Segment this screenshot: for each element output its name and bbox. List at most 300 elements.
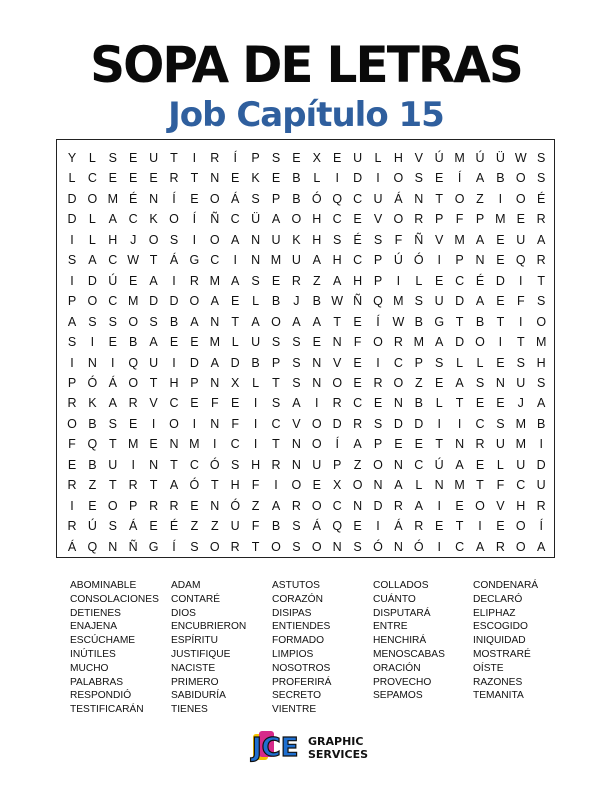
grid-letter: M <box>454 151 465 165</box>
grid-letter: U <box>516 232 526 247</box>
grid-letter: L <box>476 355 484 370</box>
grid-letter: R <box>128 478 138 493</box>
grid-letter: I <box>70 498 74 513</box>
grid-letter: M <box>270 253 282 268</box>
grid-letter: Z <box>251 498 260 513</box>
grid-letter: N <box>210 375 220 390</box>
grid-letter: H <box>393 151 403 165</box>
word-item: CORAZÓN <box>272 593 323 605</box>
grid-letter: O <box>291 478 302 493</box>
grid-letter: Ó <box>413 253 424 268</box>
grid-letter: E <box>353 519 362 534</box>
grid-letter: A <box>394 478 403 493</box>
grid-letter: O <box>515 539 526 554</box>
grid-letter: P <box>129 498 138 513</box>
grid-letter: A <box>271 498 281 513</box>
grid-letter: C <box>230 437 240 452</box>
grid-letter: R <box>271 457 281 472</box>
grid-letter: A <box>312 314 321 329</box>
grid-letter: I <box>172 273 176 288</box>
grid-letter: R <box>291 498 301 513</box>
grid-letter: L <box>68 171 76 186</box>
grid-row <box>57 516 554 536</box>
word-item: SEPAMOS <box>373 690 423 702</box>
grid-letter: H <box>251 457 261 472</box>
grid-letter: H <box>312 212 322 227</box>
grid-letter: U <box>291 253 301 268</box>
grid-letter: S <box>108 416 117 431</box>
grid-letter: R <box>393 498 403 513</box>
grid-letter: P <box>67 375 77 390</box>
word-item: JUSTIFIQUE <box>171 648 231 660</box>
grid-letter: E <box>435 171 444 186</box>
grid-letter: O <box>67 416 77 431</box>
grid-letter: E <box>190 396 199 411</box>
grid-letter: M <box>515 416 526 431</box>
grid-letter: Í <box>172 539 176 554</box>
grid-letter: T <box>251 539 260 554</box>
grid-letter: I <box>519 273 523 288</box>
grid-letter: E <box>435 519 444 534</box>
grid-letter: H <box>108 232 118 247</box>
grid-letter: U <box>536 478 546 493</box>
grid-letter: E <box>231 396 240 411</box>
grid-letter: I <box>70 232 74 247</box>
grid-letter: L <box>252 375 260 390</box>
grid-letter: Ó <box>230 498 241 513</box>
grid-letter: H <box>312 232 322 247</box>
grid-letter: R <box>67 478 77 493</box>
grid-letter: E <box>129 171 138 186</box>
word-item: ESPÍRITU <box>171 635 218 647</box>
grid-letter: O <box>271 314 281 329</box>
grid-letter: S <box>414 171 423 186</box>
grid-letter: P <box>373 437 383 452</box>
word-item: CONTARÉ <box>171 593 221 605</box>
logo-line-1: GRAPHIC <box>308 735 364 748</box>
grid-letter: H <box>230 478 240 493</box>
grid-letter: O <box>515 171 526 186</box>
grid-letter: N <box>434 478 444 493</box>
grid-letter: T <box>455 314 464 329</box>
grid-letter: N <box>210 416 220 431</box>
grid-letter: C <box>475 416 485 431</box>
grid-letter: S <box>231 457 240 472</box>
grid-letter: A <box>210 355 219 370</box>
word-item: VIENTRE <box>272 704 317 716</box>
grid-letter: T <box>149 375 158 390</box>
grid-letter: H <box>332 253 342 268</box>
grid-letter: V <box>373 212 383 227</box>
grid-letter: U <box>230 519 240 534</box>
grid-letter: G <box>189 253 200 268</box>
grid-letter: T <box>516 335 525 350</box>
grid-letter: S <box>108 314 117 329</box>
grid-letter: U <box>373 191 383 206</box>
grid-letter: S <box>414 294 423 309</box>
grid-letter: F <box>210 396 219 411</box>
grid-letter: O <box>475 335 485 350</box>
grid-letter: R <box>67 396 77 411</box>
grid-letter: R <box>149 498 159 513</box>
grid-letter: É <box>537 191 546 206</box>
grid-letter: O <box>209 539 220 554</box>
grid-letter: N <box>291 437 301 452</box>
word-item: PRIMERO <box>171 676 219 688</box>
grid-letter: Í <box>192 212 197 227</box>
grid-letter: I <box>233 253 237 268</box>
grid-letter: A <box>108 212 117 227</box>
grid-letter: E <box>475 457 485 472</box>
grid-letter: T <box>455 396 464 411</box>
grid-letter: T <box>170 457 178 472</box>
word-item: ESCÚCHAME <box>70 635 136 647</box>
grid-letter: F <box>496 478 505 493</box>
grid-letter: T <box>537 273 545 288</box>
grid-letter: V <box>435 232 444 247</box>
grid-letter: J <box>130 232 137 247</box>
grid-letter: E <box>231 171 240 186</box>
grid-letter: S <box>537 171 546 186</box>
grid-letter: F <box>394 232 403 247</box>
grid-letter: B <box>312 294 321 309</box>
grid-letter: Q <box>332 519 343 534</box>
grid-letter: I <box>131 457 135 472</box>
grid-letter: O <box>107 498 118 513</box>
grid-letter: E <box>353 355 362 370</box>
grid-letter: K <box>88 396 97 411</box>
grid-letter: P <box>271 191 281 206</box>
grid-letter: O <box>536 314 547 329</box>
grid-letter: S <box>108 519 117 534</box>
grid-letter: D <box>393 416 403 431</box>
grid-letter: A <box>210 294 219 309</box>
grid-letter: Á <box>169 253 179 268</box>
grid-row <box>57 393 554 413</box>
grid-letter: Ú <box>475 151 485 165</box>
grid-letter: V <box>149 396 158 411</box>
grid-letter: O <box>148 232 159 247</box>
grid-letter: Ó <box>209 457 220 472</box>
grid-letter: O <box>332 375 343 390</box>
grid-letter: I <box>498 335 503 350</box>
grid-letter: Ú <box>434 457 444 472</box>
grid-letter: N <box>251 232 261 247</box>
grid-row <box>57 475 554 495</box>
word-item: DETIENES <box>70 607 121 619</box>
grid-letter: T <box>455 519 464 534</box>
grid-letter: L <box>374 151 382 165</box>
grid-letter: O <box>352 478 363 493</box>
grid-letter: U <box>271 232 281 247</box>
grid-letter: S <box>271 396 281 411</box>
grid-letter: Q <box>128 355 139 370</box>
grid-letter: M <box>107 191 118 206</box>
grid-letter: Q <box>87 437 98 452</box>
grid-letter: R <box>353 416 363 431</box>
grid-letter: E <box>88 498 97 513</box>
logo-line-2: SERVICES <box>308 748 369 761</box>
word-item: ASTUTOS <box>272 580 320 591</box>
grid-letter: Q <box>373 294 383 309</box>
grid-letter: Z <box>476 191 484 206</box>
grid-letter: D <box>455 335 465 350</box>
grid-letter: W <box>392 314 405 329</box>
grid-letter: A <box>435 335 444 350</box>
grid-letter: I <box>253 416 258 431</box>
grid-letter: T <box>149 478 158 493</box>
grid-letter: D <box>67 212 77 227</box>
grid-letter: O <box>209 191 220 206</box>
page-subtitle: Job Capítulo 15 <box>168 95 444 135</box>
grid-letter: I <box>437 253 441 268</box>
word-item: RAZONES <box>473 676 523 688</box>
grid-letter: I <box>457 416 462 431</box>
grid-letter: R <box>393 335 403 350</box>
grid-letter: R <box>189 273 199 288</box>
grid-letter: C <box>393 355 403 370</box>
grid-letter: R <box>536 498 546 513</box>
grid-letter: I <box>213 437 217 452</box>
grid-letter: S <box>353 539 362 554</box>
grid-letter: I <box>335 171 339 186</box>
word-item: ENTIENDES <box>272 621 331 633</box>
grid-letter: Ü <box>251 212 261 227</box>
grid-letter: D <box>189 355 199 370</box>
grid-letter: J <box>293 294 300 309</box>
grid-row <box>57 168 554 188</box>
grid-letter: E <box>169 335 179 350</box>
grid-letter: Á <box>129 519 138 534</box>
grid-letter: S <box>190 539 199 554</box>
grid-letter: C <box>128 212 138 227</box>
grid-letter: E <box>271 273 281 288</box>
word-item: MOSTRARÉ <box>473 648 531 660</box>
word-item: PALABRAS <box>70 676 124 688</box>
grid-letter: N <box>475 253 485 268</box>
grid-letter: U <box>516 457 526 472</box>
grid-letter: M <box>535 335 547 350</box>
grid-letter: Ó <box>311 191 322 206</box>
grid-letter: A <box>455 457 464 472</box>
grid-letter: C <box>230 212 240 227</box>
grid-letter: Í <box>233 151 237 165</box>
grid-letter: E <box>292 151 301 165</box>
grid-letter: Z <box>353 457 362 472</box>
grid-letter: T <box>149 253 158 268</box>
grid-letter: T <box>108 478 117 493</box>
grid-letter: G <box>148 539 159 554</box>
logo-letters: JCE <box>252 733 299 763</box>
grid-letter: I <box>376 355 380 370</box>
word-item: PROVECHO <box>373 676 432 688</box>
grid-letter: H <box>169 375 179 390</box>
grid-letter: A <box>149 335 158 350</box>
grid-letter: Á <box>67 539 77 554</box>
grid-letter: L <box>252 294 260 309</box>
word-item: ADAM <box>171 580 201 591</box>
grid-letter: J <box>517 396 524 411</box>
grid-letter: I <box>253 396 258 411</box>
grid-letter: E <box>353 314 362 329</box>
grid-letter: Í <box>335 437 339 452</box>
grid-row <box>57 291 554 311</box>
word-item: ENCUBRIERON <box>171 621 247 633</box>
grid-letter: E <box>353 375 362 390</box>
grid-letter: U <box>251 335 261 350</box>
grid-letter: T <box>435 191 443 206</box>
grid-letter: L <box>435 396 443 411</box>
grid-letter: R <box>230 539 240 554</box>
grid-letter: Á <box>231 191 240 206</box>
grid-letter: K <box>292 232 301 247</box>
grid-letter: L <box>496 457 504 472</box>
word-item: INÚTILES <box>70 648 116 660</box>
grid-letter: Ó <box>189 478 200 493</box>
grid-letter: S <box>516 355 525 370</box>
grid-letter: B <box>271 519 281 534</box>
grid-letter: I <box>498 191 503 206</box>
grid-letter: C <box>455 539 465 554</box>
grid-letter: O <box>87 191 98 206</box>
grid-letter: E <box>190 335 199 350</box>
grid-letter: Á <box>394 519 403 534</box>
grid-row <box>57 434 554 454</box>
grid-letter: C <box>455 273 465 288</box>
grid-letter: C <box>516 478 526 493</box>
grid-letter: A <box>455 375 464 390</box>
grid-letter: D <box>495 273 505 288</box>
grid-letter: X <box>333 478 342 493</box>
grid-letter: D <box>87 273 97 288</box>
grid-letter: T <box>496 314 505 329</box>
grid-letter: M <box>209 335 220 350</box>
grid-letter: K <box>149 212 158 227</box>
grid-letter: É <box>353 232 362 247</box>
grid-letter: C <box>108 253 118 268</box>
word-item: TIENES <box>171 704 208 716</box>
grid-letter: A <box>169 478 179 493</box>
grid-letter: S <box>88 314 97 329</box>
grid-letter: C <box>108 294 118 309</box>
grid-letter: B <box>537 416 546 431</box>
grid-letter: I <box>315 396 319 411</box>
word-item: FORMADO <box>272 635 325 647</box>
grid-letter: M <box>209 273 220 288</box>
grid-letter: P <box>373 253 383 268</box>
grid-row <box>57 496 554 516</box>
grid-letter: E <box>414 437 423 452</box>
grid-letter: Ú <box>87 519 97 534</box>
grid-letter: A <box>414 498 423 513</box>
grid-letter: A <box>67 314 77 329</box>
grid-letter: R <box>414 519 424 534</box>
grid-letter: R <box>536 253 546 268</box>
word-item: RESPONDIÓ <box>70 690 132 702</box>
grid-letter: B <box>414 314 423 329</box>
logo-graphic <box>250 728 369 764</box>
grid-letter: E <box>190 191 199 206</box>
grid-letter: S <box>475 375 485 390</box>
word-list <box>70 579 550 719</box>
grid-letter: T <box>435 437 443 452</box>
jce-graphic-services-logo <box>250 728 369 764</box>
grid-letter: T <box>170 151 178 165</box>
grid-letter: I <box>253 437 258 452</box>
grid-letter: Í <box>172 191 176 206</box>
grid-letter: F <box>353 335 362 350</box>
grid-letter: A <box>475 232 485 247</box>
grid-letter: N <box>393 396 403 411</box>
grid-letter: É <box>169 519 179 534</box>
grid-letter: R <box>291 273 301 288</box>
grid-letter: P <box>251 151 260 165</box>
grid-letter: S <box>251 191 260 206</box>
grid-letter: Q <box>87 539 98 554</box>
grid-letter: E <box>149 171 158 186</box>
grid-letter: Z <box>88 478 97 493</box>
grid-letter: P <box>67 294 77 309</box>
word-item: ELIPHAZ <box>473 607 516 619</box>
word-item: CONDENARÁ <box>473 580 539 591</box>
grid-letter: R <box>128 396 138 411</box>
grid-letter: F <box>68 437 76 452</box>
grid-letter: S <box>67 335 77 350</box>
grid-letter: E <box>516 212 525 227</box>
grid-letter: R <box>332 396 342 411</box>
grid-letter: C <box>332 212 342 227</box>
grid-letter: Í <box>539 519 543 534</box>
word-column <box>70 579 170 717</box>
grid-letter: E <box>496 232 505 247</box>
grid-letter: A <box>190 314 199 329</box>
grid-letter: E <box>373 396 383 411</box>
grid-letter: N <box>210 498 220 513</box>
grid-letter: T <box>108 437 117 452</box>
word-item: SABIDURÍA <box>171 690 226 702</box>
grid-letter: B <box>251 355 260 370</box>
grid-letter: C <box>414 457 424 472</box>
grid-letter: C <box>169 396 179 411</box>
grid-letter: I <box>172 355 176 370</box>
grid-letter: U <box>149 151 159 165</box>
grid-letter: S <box>333 232 342 247</box>
grid-letter: T <box>272 437 280 452</box>
grid-letter: B <box>292 191 301 206</box>
grid-letter: O <box>373 457 383 472</box>
grid-letter: E <box>435 273 444 288</box>
grid-letter: I <box>539 437 543 452</box>
grid-letter: E <box>394 437 403 452</box>
grid-letter: D <box>169 294 179 309</box>
grid-letter: E <box>67 457 77 472</box>
word-item: DISIPAS <box>272 607 312 619</box>
grid-letter: F <box>251 478 260 493</box>
grid-letter: E <box>435 375 444 390</box>
grid-row <box>57 209 554 229</box>
grid-letter: S <box>373 232 383 247</box>
grid-letter: Z <box>210 519 219 534</box>
word-item: MUCHO <box>70 662 109 674</box>
grid-letter: P <box>271 355 281 370</box>
grid-letter: O <box>291 212 302 227</box>
word-item: DECLARÓ <box>473 593 523 605</box>
grid-letter: I <box>437 498 441 513</box>
grid-letter: D <box>149 294 159 309</box>
grid-letter: S <box>292 355 301 370</box>
grid-letter: H <box>353 273 363 288</box>
grid-letter: L <box>231 335 239 350</box>
